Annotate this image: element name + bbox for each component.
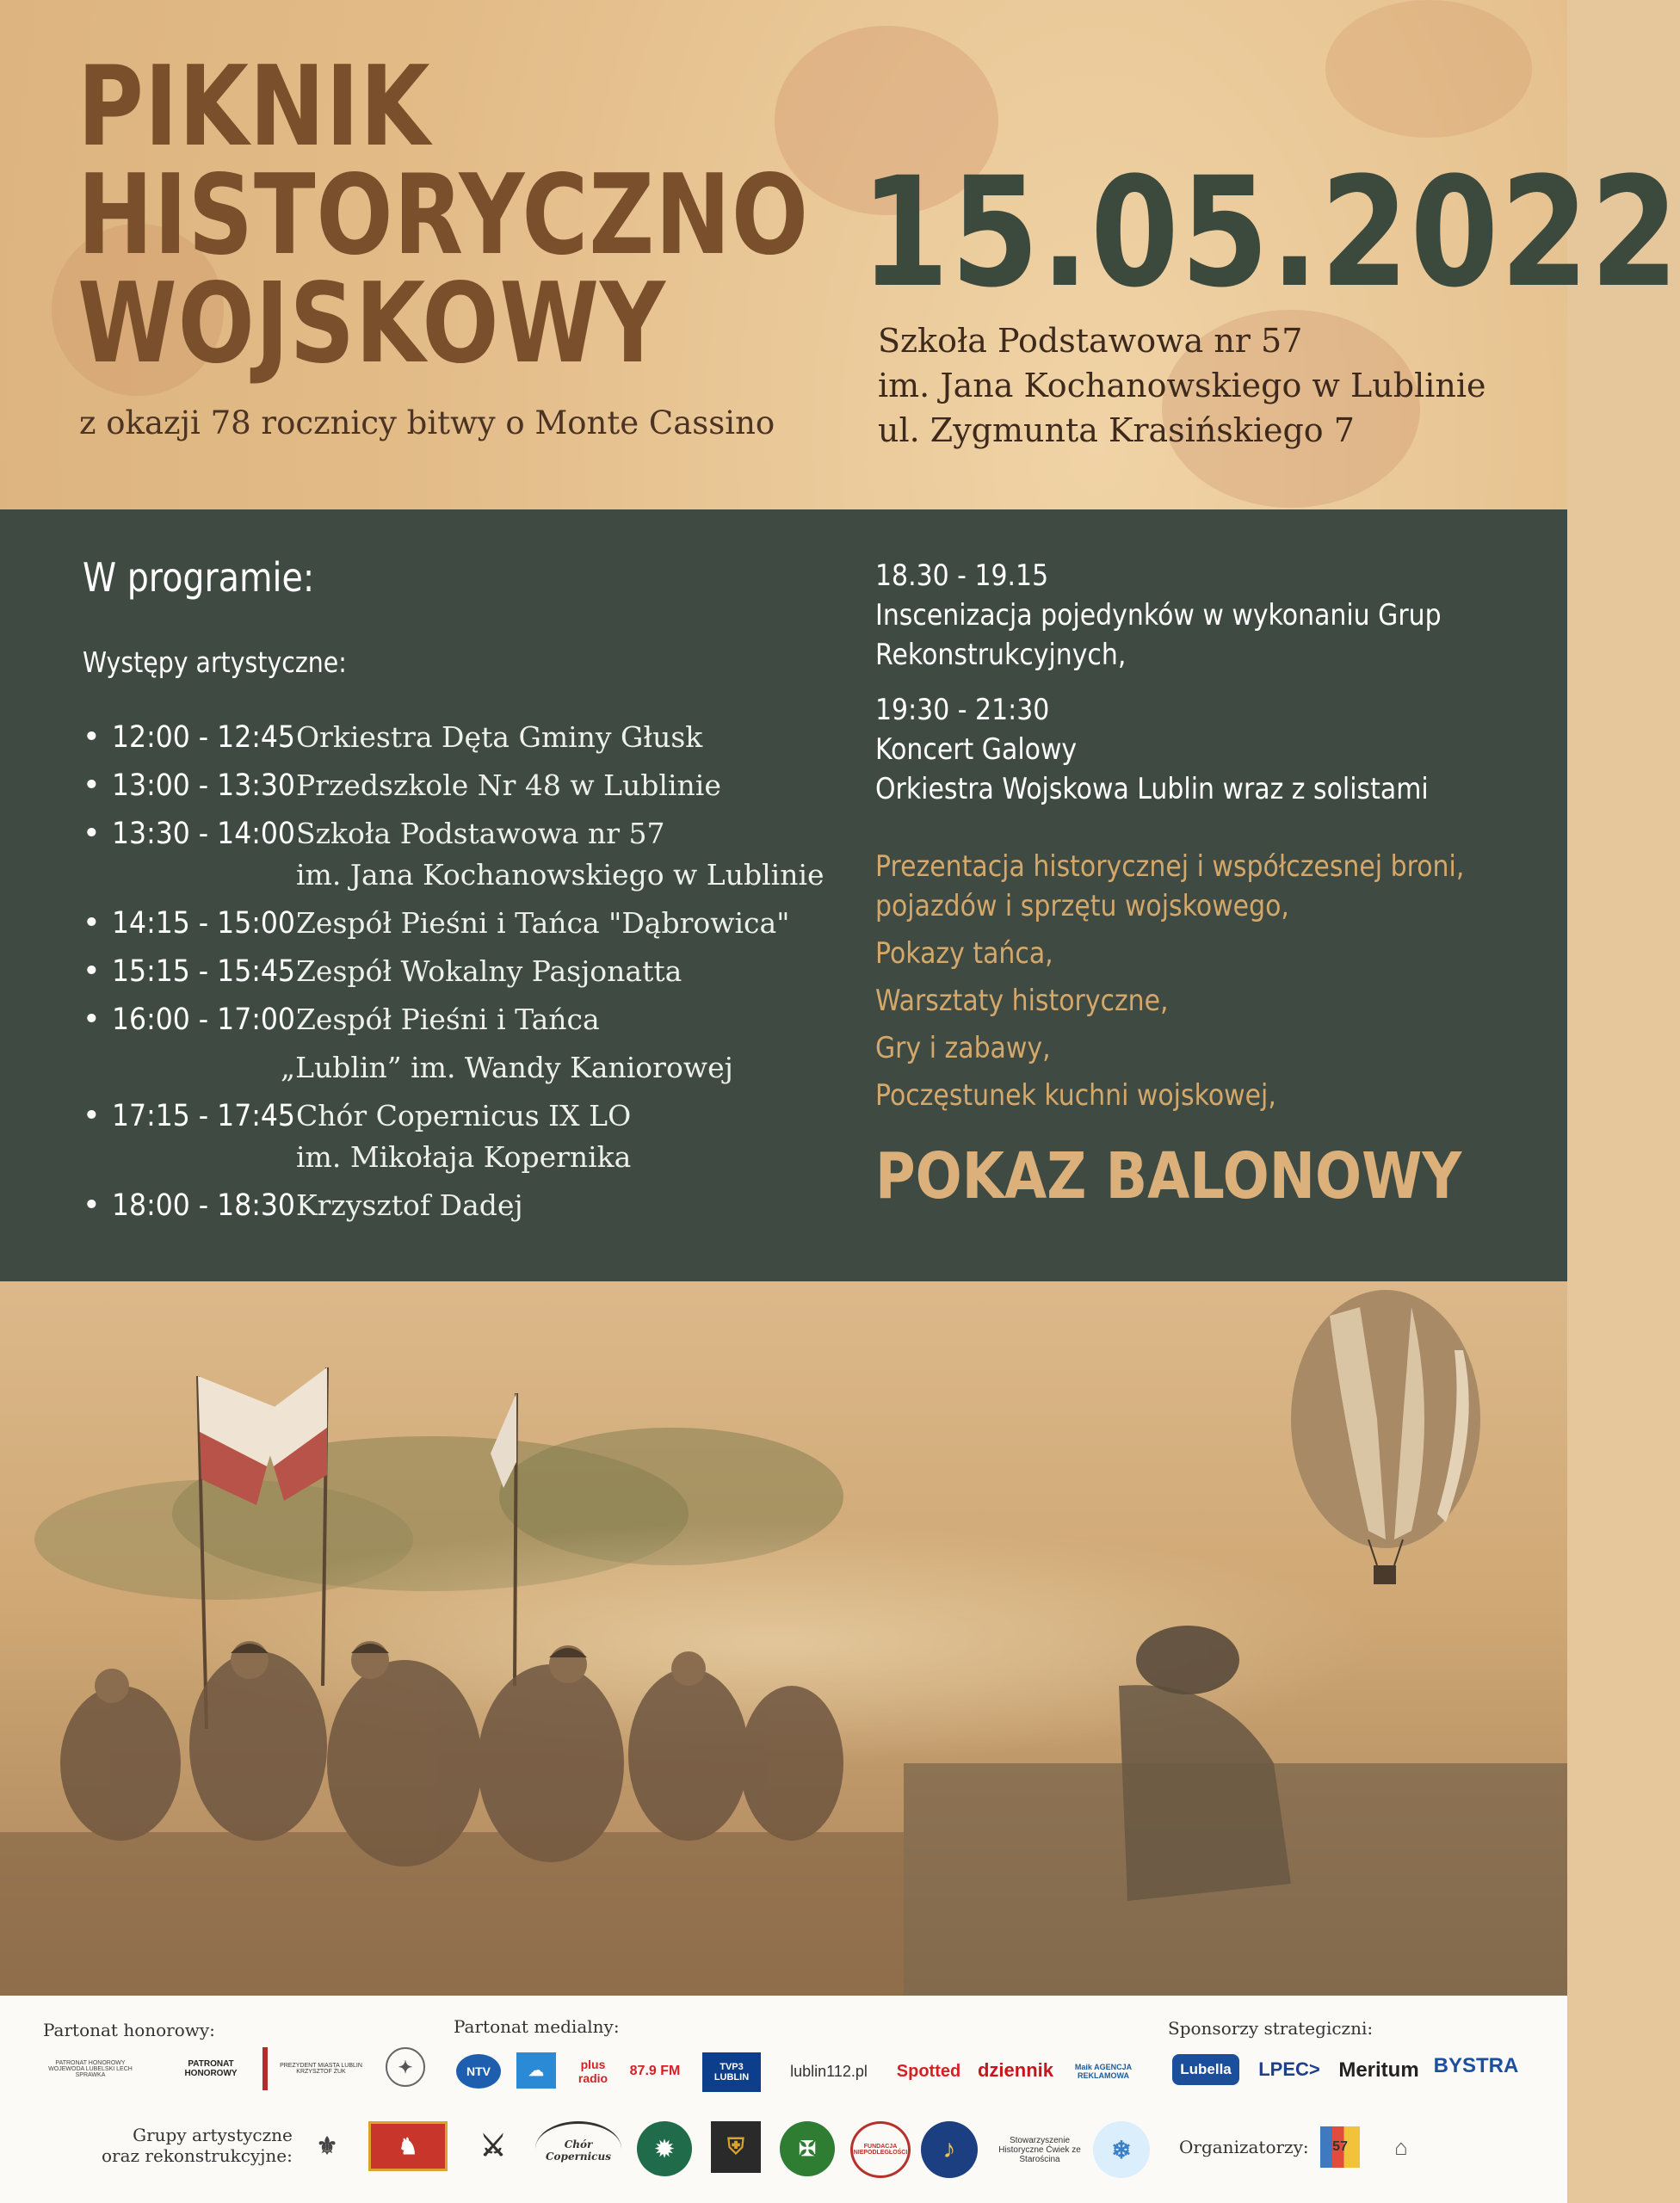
program-right-column bbox=[875, 556, 1529, 1213]
logo-text: 87.9 FM bbox=[629, 2064, 681, 2078]
schedule-time: 15:15 - 15:45 bbox=[112, 954, 295, 989]
media-logo-icon: ☁ bbox=[516, 2052, 556, 2089]
main-title bbox=[77, 43, 809, 388]
schedule-time: 12:00 - 12:45 bbox=[112, 720, 295, 755]
program-left-column bbox=[83, 554, 874, 1226]
logo-text: BYSTRA bbox=[1433, 2054, 1519, 2077]
organizer-building-icon: ⌂ bbox=[1394, 2133, 1408, 2160]
schedule-time: 17:15 - 17:45 bbox=[112, 1099, 295, 1133]
cavalry-scene-illustration bbox=[0, 1281, 1567, 1996]
schedule-time: 14:15 - 15:00 bbox=[112, 906, 295, 941]
schedule-act: Krzysztof Dadej bbox=[296, 1188, 523, 1222]
maik-logo bbox=[1064, 2049, 1143, 2094]
schedule-time: 16:00 - 17:00 bbox=[112, 1003, 295, 1037]
logo-text: PATRONAT HONOROWY WOJEWODA LUBELSKI LECH SPRAWKA bbox=[48, 2059, 133, 2078]
schedule-act: Zespół Wokalny Pasjonatta bbox=[296, 954, 682, 988]
address-line: im. Jana Kochanowskiego w Lublinie bbox=[878, 367, 1486, 404]
honorary-patronage-label: Partonat honorowy: bbox=[43, 2020, 215, 2040]
groups-label bbox=[102, 2125, 293, 2166]
eagle-emblem-icon: ✦ bbox=[386, 2047, 425, 2087]
bystra-logo bbox=[1429, 2049, 1523, 2083]
shield-emblem-icon: ⛨ bbox=[711, 2121, 761, 2173]
poppy-decoration bbox=[1325, 0, 1532, 138]
schedule-item: • 18:00 - 18:30 Krzysztof Dadej bbox=[83, 1185, 874, 1226]
attraction-item: Gry i zabawy, bbox=[875, 1031, 1051, 1065]
plus-radio-logo bbox=[568, 2054, 618, 2089]
attraction-item: Pokazy tańca, bbox=[875, 936, 1053, 971]
evening-desc: Rekonstrukcyjnych, bbox=[875, 638, 1127, 672]
groups-label-line: Grupy artystyczne bbox=[133, 2125, 293, 2145]
schedule-act: Zespół Pieśni i Tańca bbox=[296, 1003, 600, 1036]
schedule-act-line2: „Lublin” im. Wandy Kaniorowej bbox=[281, 1051, 733, 1084]
schedule-time: 13:30 - 14:00 bbox=[112, 817, 295, 851]
attractions-list bbox=[875, 847, 1529, 1115]
spotted-logo bbox=[890, 2056, 967, 2087]
schedule-act: Zespół Pieśni i Tańca "Dąbrowica" bbox=[296, 906, 790, 940]
logo-text: Lubella bbox=[1180, 2061, 1232, 2077]
schedule-act: Chór Copernicus IX LO bbox=[296, 1099, 632, 1132]
logo-text: LPEC> bbox=[1258, 2058, 1320, 2080]
subtitle: z okazji 78 rocznicy bitwy o Monte Cassino bbox=[79, 404, 775, 441]
scene-graphic bbox=[0, 1281, 1567, 1996]
attraction-item: pojazdów i sprzętu wojskowego, bbox=[875, 889, 1289, 923]
logo-text: Stowarzyszenie Historyczne Ćwiek ze Starościna bbox=[998, 2135, 1081, 2164]
event-date: 15.05.2022 bbox=[861, 145, 1680, 321]
attraction-item: Warsztaty historyczne, bbox=[875, 984, 1169, 1018]
schedule-item: • 16:00 - 17:00 Zespół Pieśni i Tańca „Lublin” im. Wandy Kaniorowej bbox=[83, 999, 874, 1089]
school-57-logo: 57 bbox=[1320, 2126, 1360, 2168]
patronage-logo bbox=[172, 2049, 250, 2089]
lublin112-logo bbox=[776, 2056, 881, 2087]
evening-slot bbox=[875, 556, 1529, 675]
logo-text: NTV bbox=[466, 2064, 491, 2078]
evening-desc: Koncert Galowy bbox=[875, 732, 1078, 767]
logo-text: PREZYDENT MIASTA LUBLIN KRZYSZTOF ŻUK bbox=[280, 2063, 362, 2075]
schedule-act: Orkiestra Dęta Gminy Głusk bbox=[296, 720, 703, 754]
schedule-time: 13:00 - 13:30 bbox=[112, 768, 295, 803]
schedule-item: • 12:00 - 12:45 Orkiestra Dęta Gminy Głusk bbox=[83, 717, 874, 758]
program-band bbox=[0, 509, 1567, 1281]
voivode-patronage-logo bbox=[43, 2047, 138, 2090]
logo-text: FUNDACJA NIEPODLEGŁOŚCI bbox=[853, 2144, 908, 2156]
logo-text: PATRONAT HONOROWY bbox=[184, 2059, 238, 2078]
schedule-act: Przedszkole Nr 48 w Lublinie bbox=[296, 768, 721, 802]
header bbox=[0, 0, 1680, 508]
logo-text: lublin112.pl bbox=[790, 2062, 868, 2080]
logo-text: TVP3 LUBLIN bbox=[713, 2062, 750, 2083]
attraction-item: Poczęstunek kuchni wojskowej, bbox=[875, 1078, 1276, 1113]
schedule-act-line2: im. Jana Kochanowskiego w Lublinie bbox=[296, 858, 825, 892]
title-line: WOJSKOWY bbox=[77, 260, 666, 388]
schedule-item: • 14:15 - 15:00 Zespół Pieśni i Tańca "Dąbrowica" bbox=[83, 903, 874, 944]
logo-text: plus radio bbox=[578, 2058, 608, 2085]
historical-association-logo bbox=[990, 2125, 1090, 2175]
ntv-logo bbox=[456, 2054, 501, 2089]
program-subheading: Występy artystyczne: bbox=[83, 645, 347, 679]
evening-desc: Inscenizacja pojedynków w wykonaniu Grup bbox=[875, 598, 1442, 633]
schedule-item: • 15:15 - 15:45 Zespół Wokalny Pasjonatta bbox=[83, 951, 874, 992]
footer-partners bbox=[0, 1996, 1567, 2203]
schedule-act: Szkoła Podstawowa nr 57 bbox=[296, 817, 665, 850]
lubella-logo bbox=[1172, 2054, 1239, 2085]
schedule-item: • 13:00 - 13:30 Przedszkole Nr 48 w Lublinie bbox=[83, 765, 874, 806]
mayor-patronage-logo bbox=[262, 2047, 374, 2090]
evening-time: 18.30 - 19.15 bbox=[875, 558, 1049, 593]
chor-copernicus-logo bbox=[535, 2121, 621, 2176]
groups-label-line: oraz rekonstrukcyjne: bbox=[102, 2145, 293, 2166]
address-line: ul. Zygmunta Krasińskiego 7 bbox=[878, 411, 1355, 449]
attraction-item: Prezentacja historycznej i współczesnej broni, bbox=[875, 849, 1465, 884]
evening-desc: Orkiestra Wojskowa Lublin wraz z solistami bbox=[875, 772, 1429, 806]
title-line: PIKNIK bbox=[77, 43, 431, 171]
crest-icon: ⚜ bbox=[316, 2132, 338, 2159]
balloon-show-highlight: POKAZ BALONOWY bbox=[875, 1139, 1462, 1213]
radio-fm-logo bbox=[625, 2056, 685, 2087]
schedule-list bbox=[83, 717, 874, 1226]
schedule-item: • 13:30 - 14:00 Szkoła Podstawowa nr 57 im. Jana Kochanowskiego w Lublinie bbox=[83, 813, 874, 896]
schedule-act-line2: im. Mikołaja Kopernika bbox=[296, 1140, 632, 1174]
schedule-item: • 17:15 - 17:45 Chór Copernicus IX LO im. Mikołaja Kopernika bbox=[83, 1095, 874, 1178]
meritum-logo bbox=[1334, 2054, 1424, 2087]
evening-slot bbox=[875, 690, 1529, 809]
lyre-emblem-icon: ♪ bbox=[921, 2121, 978, 2178]
address-line: Szkoła Podstawowa nr 57 bbox=[878, 322, 1303, 360]
lpec-logo bbox=[1250, 2054, 1329, 2085]
program-heading: W programie: bbox=[83, 554, 315, 601]
venue-address bbox=[878, 318, 1486, 453]
logo-text: Meritum bbox=[1338, 2058, 1419, 2082]
crossed-swords-icon: ⚔ bbox=[479, 2130, 507, 2163]
logo-text: Maik AGENCJA REKLAMOWA bbox=[1074, 2063, 1133, 2080]
logo-text: Chór Copernicus bbox=[546, 2138, 611, 2163]
logo-text: Spotted bbox=[896, 2061, 961, 2081]
evening-time: 19:30 - 21:30 bbox=[875, 693, 1050, 727]
organizers-label: Organizatorzy: bbox=[1179, 2137, 1309, 2157]
sponsors-label: Sponsorzy strategiczni: bbox=[1168, 2018, 1374, 2039]
badge-emblem-icon: ✠ bbox=[780, 2121, 835, 2176]
horse-emblem-icon: ♞ bbox=[368, 2121, 448, 2171]
snowflake-emblem-icon: ❄ bbox=[1093, 2121, 1150, 2178]
schedule-time: 18:00 - 18:30 bbox=[112, 1188, 295, 1223]
logo-text: dziennik bbox=[977, 2059, 1053, 2081]
tvp3-logo bbox=[702, 2052, 761, 2092]
round-group-emblem-icon: ✹ bbox=[637, 2121, 692, 2176]
dziennik-logo bbox=[974, 2054, 1057, 2087]
media-patronage-label: Partonat medialny: bbox=[454, 2016, 620, 2037]
fundacja-logo bbox=[850, 2121, 911, 2178]
title-line: HISTORYCZNO bbox=[77, 151, 809, 280]
